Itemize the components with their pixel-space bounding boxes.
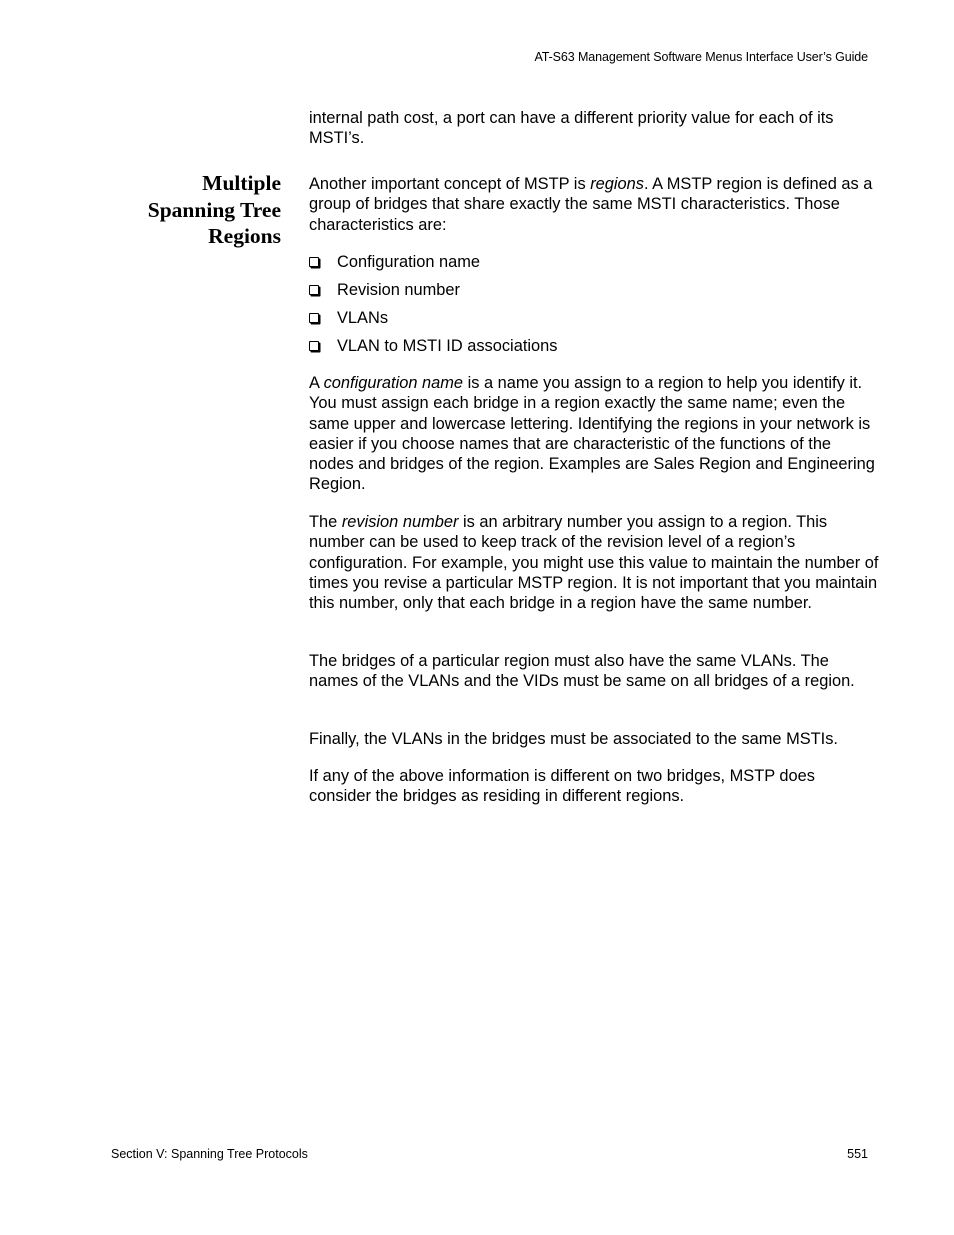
continued-paragraph: internal path cost, a port can have a different priority value for each of its MSTI’s. <box>309 109 834 148</box>
checkbox-bullet-icon <box>309 341 319 351</box>
section-heading-line-2: Spanning Tree <box>147 197 281 222</box>
msti-association-paragraph: Finally, the VLANs in the bridges must be associated to the same MSTIs. <box>309 730 838 748</box>
checkbox-bullet-icon <box>309 257 319 267</box>
intro-paragraph: Another important concept of MSTP is regions. A MSTP region is defined as a group of bridges that share exactly the same MSTI characteristics. Those characteristics are: <box>309 175 873 234</box>
running-header: AT-S63 Management Software Menus Interface User’s Guide <box>534 50 868 64</box>
configuration-name-paragraph: A configuration name is a name you assign to a region to help you identify it. You must assign each bridge in a region exactly the same name; even the same upper and lowercase lettering. Identifying the regions in your network is easier if you choose names that are characteristic of the functions of the nodes and bridges of the region. Examples are Sales Region and Engineering Region. <box>309 374 875 494</box>
list-item: Configuration name <box>309 252 879 280</box>
configuration-name-emphasis: configuration name <box>323 374 464 392</box>
section-heading-line-3: Regions <box>208 224 281 248</box>
checkbox-bullet-icon <box>309 313 319 323</box>
characteristics-list <box>309 252 879 364</box>
list-item: VLANs <box>309 308 879 336</box>
list-item: Revision number <box>309 280 879 308</box>
footer-section-label: Section V: Spanning Tree Protocols <box>111 1147 308 1161</box>
vlans-paragraph: The bridges of a particular region must also have the same VLANs. The names of the VLANs and the VIDs must be same on all bridges of a region. <box>309 652 855 691</box>
page-number: 551 <box>847 1147 868 1161</box>
section-heading <box>120 170 281 250</box>
regions-emphasis: regions <box>590 175 644 193</box>
list-item: VLAN to MSTI ID associations <box>309 336 879 364</box>
checkbox-bullet-icon <box>309 285 319 295</box>
different-regions-paragraph: If any of the above information is different on two bridges, MSTP does consider the bridges as residing in different regions. <box>309 767 815 806</box>
revision-number-paragraph: The revision number is an arbitrary number you assign to a region. This number can be used to keep track of the revision level of a region’s configuration. For example, you might use this value to maintain the number of times you revise a particular MSTP region. It is not important that you maintain this number, only that each bridge in a region have the same number. <box>309 513 879 613</box>
revision-number-emphasis: revision number <box>341 513 459 531</box>
section-heading-line-1: Multiple <box>202 171 281 195</box>
